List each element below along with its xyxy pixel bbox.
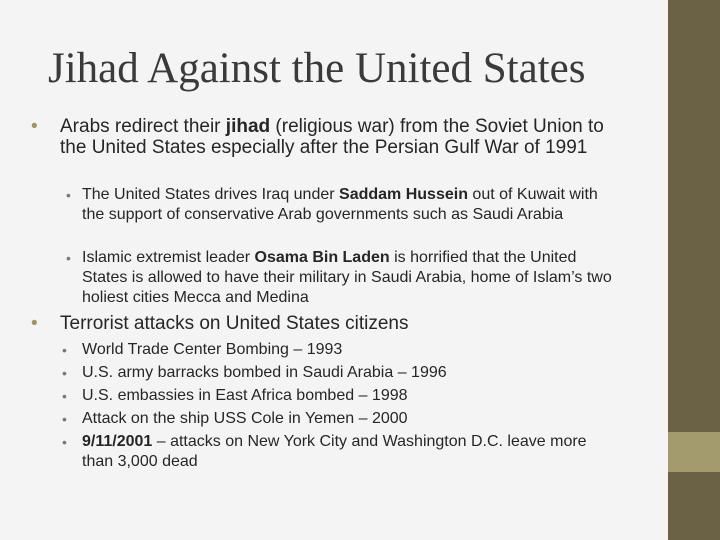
keyword-9-11-2001: 9/11/2001	[82, 433, 153, 450]
keyword-saddam-hussein: Saddam Hussein	[339, 186, 468, 203]
bullet-text: U.S. army barracks bombed in Saudi Arabia – 1996	[82, 364, 447, 381]
bullet-text: World Trade Center Bombing – 1993	[82, 341, 343, 358]
bullet-marker: •	[66, 187, 71, 203]
bullet-marker: •	[62, 411, 67, 427]
bullet-text: Islamic extremist leader Osama Bin Laden is horrified that the United States is allowed to have their military in Saudi Arabia, home of Islam’s two holiest cities Mecca and Medina	[82, 249, 612, 306]
sidebar-accent-block	[668, 432, 720, 472]
bullet-marker: •	[31, 313, 38, 334]
slide-title: Jihad Against the United States	[48, 45, 586, 92]
bullet-marker: •	[62, 434, 67, 450]
bullet-text: 9/11/2001 – attacks on New York City and Washington D.C. leave more than 3,000 dead	[82, 433, 587, 470]
bullet-marker: •	[62, 365, 67, 381]
keyword-osama-bin-laden: Osama Bin Laden	[254, 249, 390, 266]
bullet-text: Terrorist attacks on United States citizens	[60, 313, 409, 334]
bullet-marker: •	[62, 342, 67, 358]
keyword-jihad: jihad	[225, 116, 271, 137]
bullet-text: Arabs redirect their jihad (religious war) from the Soviet Union to the United States especially after the Persian Gulf War of 1991	[60, 116, 604, 158]
bullet-text: Attack on the ship USS Cole in Yemen – 2000	[82, 410, 408, 427]
bullet-text: U.S. embassies in East Africa bombed – 1998	[82, 387, 408, 404]
bullet-marker: •	[62, 388, 67, 404]
bullet-marker: •	[31, 116, 38, 137]
bullet-text: The United States drives Iraq under Saddam Hussein out of Kuwait with the support of conservative Arab governments such as Saudi Arabia	[82, 186, 598, 223]
bullet-marker: •	[66, 250, 71, 266]
